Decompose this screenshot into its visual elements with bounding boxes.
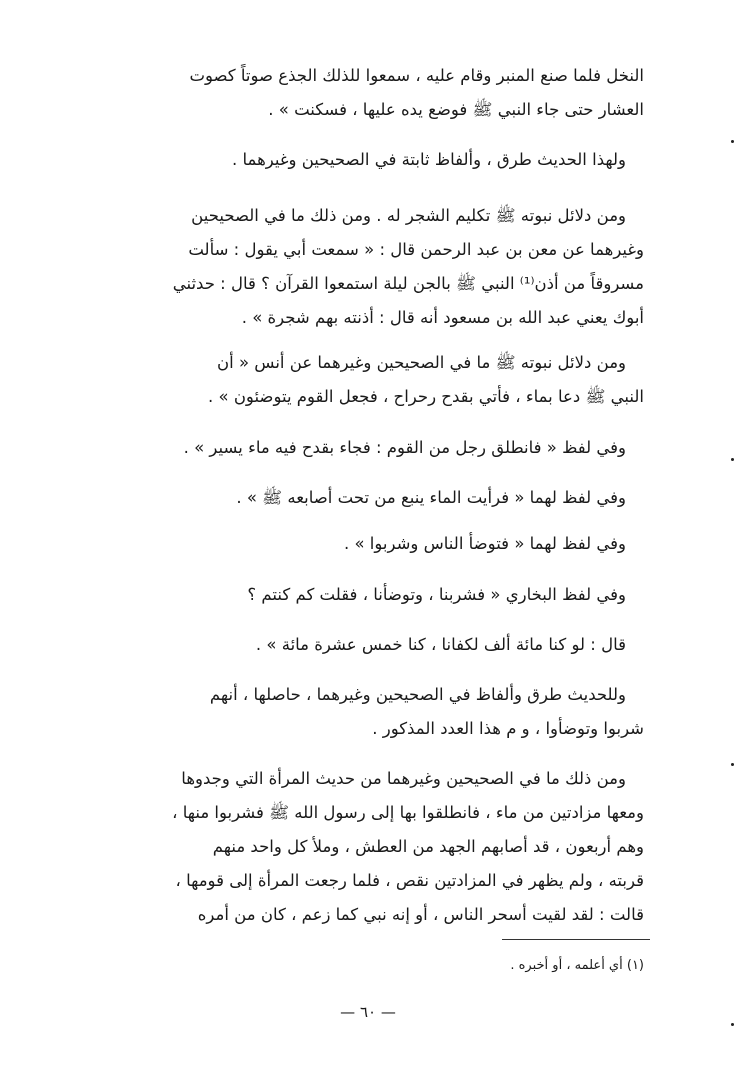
scan-speck xyxy=(731,140,734,143)
text-line: ومعها مزادتين من ماء ، فانطلقوا بها إلى رسول الله ﷺ فشربوا منها ، xyxy=(172,803,644,822)
footnote-separator xyxy=(502,939,650,940)
text-line: النخل فلما صنع المنبر وقام عليه ، سمعوا للذلك الجذع صوتاً كصوت xyxy=(189,66,644,85)
paragraph-3 xyxy=(124,199,644,335)
scan-speck xyxy=(731,763,734,766)
paragraph-6 xyxy=(106,481,644,515)
paragraph-1 xyxy=(124,59,644,127)
text-line: وهم أربعون ، قد أصابهم الجهد من العطش ، وملأ كل واحد منهم xyxy=(212,837,644,856)
text-line: العشار حتى جاء النبي ﷺ فوضع يده عليها ، فسكنت » . xyxy=(268,100,644,119)
text-line: ومن دلائل نبوته ﷺ ما في الصحيحين وغيرهما عن أنس « أن xyxy=(217,353,626,372)
text-line: قربته ، ولم يظهر في المزادتين نقص ، فلما رجعت المرأة إلى قومها ، xyxy=(175,871,644,890)
text-line: أبوك يعني عبد الله بن مسعود أنه قال : أذنته بهم شجرة » . xyxy=(241,308,644,327)
text-line: وفي لفظ لهما « فرأيت الماء ينبع من تحت أصابعه ﷺ » . xyxy=(236,488,626,507)
text-line: وفي لفظ البخاري « فشربنا ، وتوضأنا ، فقلت كم كنتم ؟ xyxy=(247,585,626,604)
paragraph-4 xyxy=(124,346,644,414)
paragraph-11 xyxy=(124,762,644,932)
text-line: النبي ﷺ دعا بماء ، فأتي بقدح رحراح ، فجعل القوم يتوضئون » . xyxy=(207,387,644,406)
paragraph-9 xyxy=(106,628,644,662)
paragraph-7 xyxy=(106,527,644,561)
text-line: ومن دلائل نبوته ﷺ تكليم الشجر له . ومن ذلك ما في الصحيحين xyxy=(191,206,626,225)
text-line: قال : لو كنا مائة ألف لكفانا ، كنا خمس عشرة مائة » . xyxy=(255,635,626,654)
paragraph-10 xyxy=(124,678,644,746)
text-line: ومن ذلك ما في الصحيحين وغيرهما من حديث المرأة التي وجدوها xyxy=(181,769,626,788)
footnote: (١) أي أعلمه ، أو أخبره . xyxy=(510,958,644,973)
scan-speck xyxy=(731,1023,734,1026)
text-line: وللحديث طرق وألفاظ في الصحيحين وغيرهما ، حاصلها ، أنهم xyxy=(209,685,626,704)
text-line: وغيرهما عن معن بن عبد الرحمن قال : « سمعت أبي يقول : سألت xyxy=(188,240,644,259)
paragraph-8 xyxy=(106,578,644,612)
text-line: مسروقاً من أذن⁽¹⁾ النبي ﷺ بالجن ليلة استمعوا القرآن ؟ قال : حدثني xyxy=(172,274,644,293)
text-line: ولهذا الحديث طرق ، وألفاظ ثابتة في الصحيحين وغيرهما . xyxy=(232,150,626,169)
text-line: شربوا وتوضأوا ، و م هذا العدد المذكور . xyxy=(372,719,644,738)
text-line: قالت : لقد لقيت أسحر الناس ، أو إنه نبي كما زعم ، كان من أمره xyxy=(197,905,644,924)
text-line: وفي لفظ « فانطلق رجل من القوم : فجاء بقدح فيه ماء يسير » . xyxy=(183,438,626,457)
page-number: — ٦٠ — xyxy=(340,1003,396,1021)
text-line: وفي لفظ لهما « فتوضأ الناس وشربوا » . xyxy=(343,534,626,553)
paragraph-5 xyxy=(106,431,644,465)
paragraph-2 xyxy=(106,143,644,177)
scan-speck xyxy=(731,458,734,461)
